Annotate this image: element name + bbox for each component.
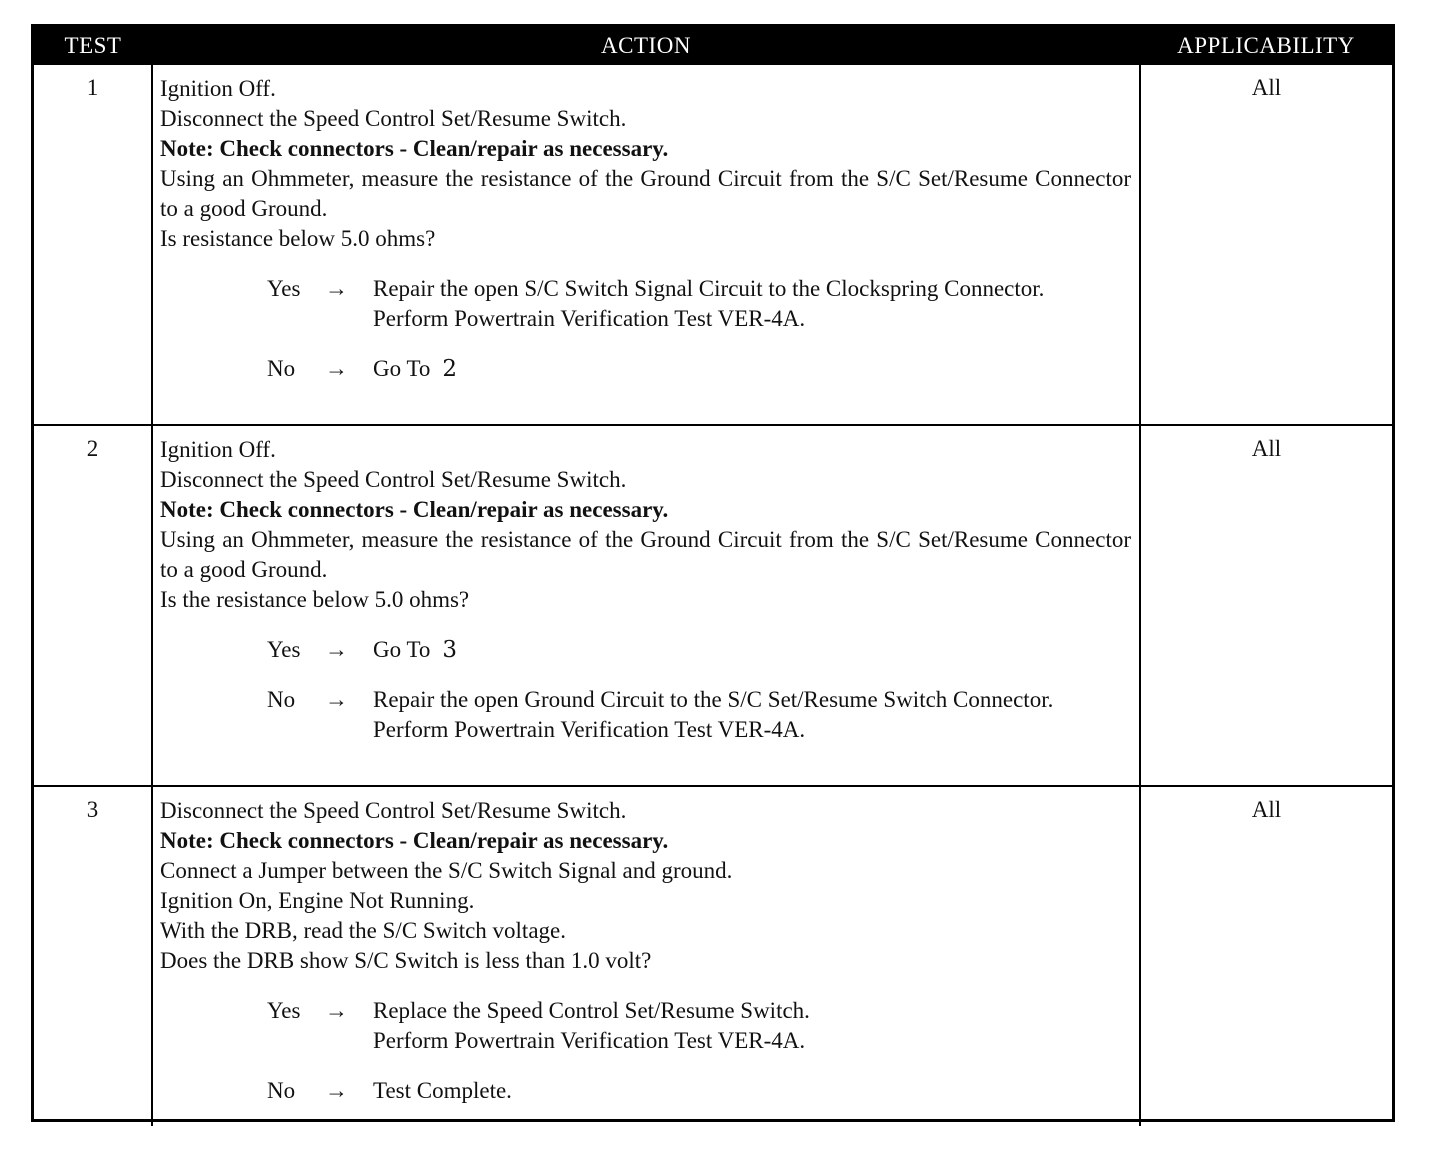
yes-action: Replace the Speed Control Set/Resume Switch. (373, 998, 810, 1023)
no-branch (160, 685, 1131, 745)
table-row (34, 425, 1392, 786)
right-arrow-icon: → (325, 998, 348, 1023)
yes-action: Go To (373, 637, 431, 662)
diagnostic-test-table (31, 24, 1395, 1122)
right-arrow-icon: → (325, 276, 348, 301)
action-step: With the DRB, read the S/C Switch voltage. (160, 918, 566, 943)
right-arrow-icon: → (325, 1078, 348, 1103)
no-label: No (267, 356, 296, 381)
yes-branch (160, 274, 1131, 334)
applicability-cell: All (1140, 65, 1392, 425)
yes-label: Yes (267, 998, 301, 1023)
no-action: Test Complete. (373, 1078, 512, 1103)
action-question: Is resistance below 5.0 ohms? (160, 226, 436, 251)
action-cell (152, 425, 1140, 786)
action-note: Note: Check connectors - Clean/repair as necessary. (160, 136, 669, 161)
goto-test-link[interactable]: 3 (442, 637, 458, 663)
action-cell (152, 65, 1140, 425)
action-cell (152, 786, 1140, 1126)
yes-branch (160, 996, 1131, 1056)
test-table (34, 27, 1392, 1126)
result-branches (160, 274, 1131, 384)
result-branches (160, 635, 1131, 745)
no-action: Repair the open Ground Circuit to the S/C Set/Resume Switch Connector. (373, 687, 1054, 712)
test-number: 1 (34, 65, 152, 425)
right-arrow-icon: → (325, 637, 348, 662)
yes-label: Yes (267, 276, 301, 301)
table-row (34, 65, 1392, 425)
action-step: Disconnect the Speed Control Set/Resume Switch. (160, 106, 627, 131)
action-step: Disconnect the Speed Control Set/Resume Switch. (160, 798, 627, 823)
action-step: Ignition On, Engine Not Running. (160, 888, 475, 913)
goto-test-link[interactable]: 2 (442, 356, 458, 382)
no-label: No (267, 1078, 296, 1103)
yes-label: Yes (267, 637, 301, 662)
no-action-followup: Perform Powertrain Verification Test VER-4A. (373, 717, 806, 742)
result-branches (160, 996, 1131, 1106)
test-number: 2 (34, 425, 152, 786)
action-step: Ignition Off. (160, 76, 276, 101)
yes-branch (160, 635, 1131, 665)
header-test: TEST (34, 27, 152, 65)
action-note: Note: Check connectors - Clean/repair as necessary. (160, 497, 669, 522)
no-branch (160, 1076, 1131, 1106)
yes-action: Repair the open S/C Switch Signal Circuit to the Clockspring Connector. (373, 276, 1045, 301)
applicability-cell: All (1140, 425, 1392, 786)
no-label: No (267, 687, 296, 712)
action-question: Does the DRB show S/C Switch is less than 1.0 volt? (160, 948, 652, 973)
test-number: 3 (34, 786, 152, 1126)
action-step: Using an Ohmmeter, measure the resistance of the Ground Circuit from the S/C Set/Resume Connector to a good Ground. (160, 527, 1131, 582)
action-question: Is the resistance below 5.0 ohms? (160, 587, 470, 612)
table-header (34, 27, 1392, 65)
right-arrow-icon: → (325, 356, 348, 381)
no-action: Go To (373, 356, 431, 381)
yes-action-followup: Perform Powertrain Verification Test VER-4A. (373, 1028, 806, 1053)
action-step: Ignition Off. (160, 437, 276, 462)
action-step: Disconnect the Speed Control Set/Resume Switch. (160, 467, 627, 492)
yes-action-followup: Perform Powertrain Verification Test VER-4A. (373, 306, 806, 331)
table-row (34, 786, 1392, 1126)
no-branch (160, 354, 1131, 384)
action-step: Connect a Jumper between the S/C Switch Signal and ground. (160, 858, 733, 883)
applicability-cell: All (1140, 786, 1392, 1126)
header-applicability: APPLICABILITY (1140, 27, 1392, 65)
header-action: ACTION (152, 27, 1140, 65)
action-note: Note: Check connectors - Clean/repair as necessary. (160, 828, 669, 853)
action-step: Using an Ohmmeter, measure the resistance of the Ground Circuit from the S/C Set/Resume Connector to a good Ground. (160, 166, 1131, 221)
right-arrow-icon: → (325, 687, 348, 712)
